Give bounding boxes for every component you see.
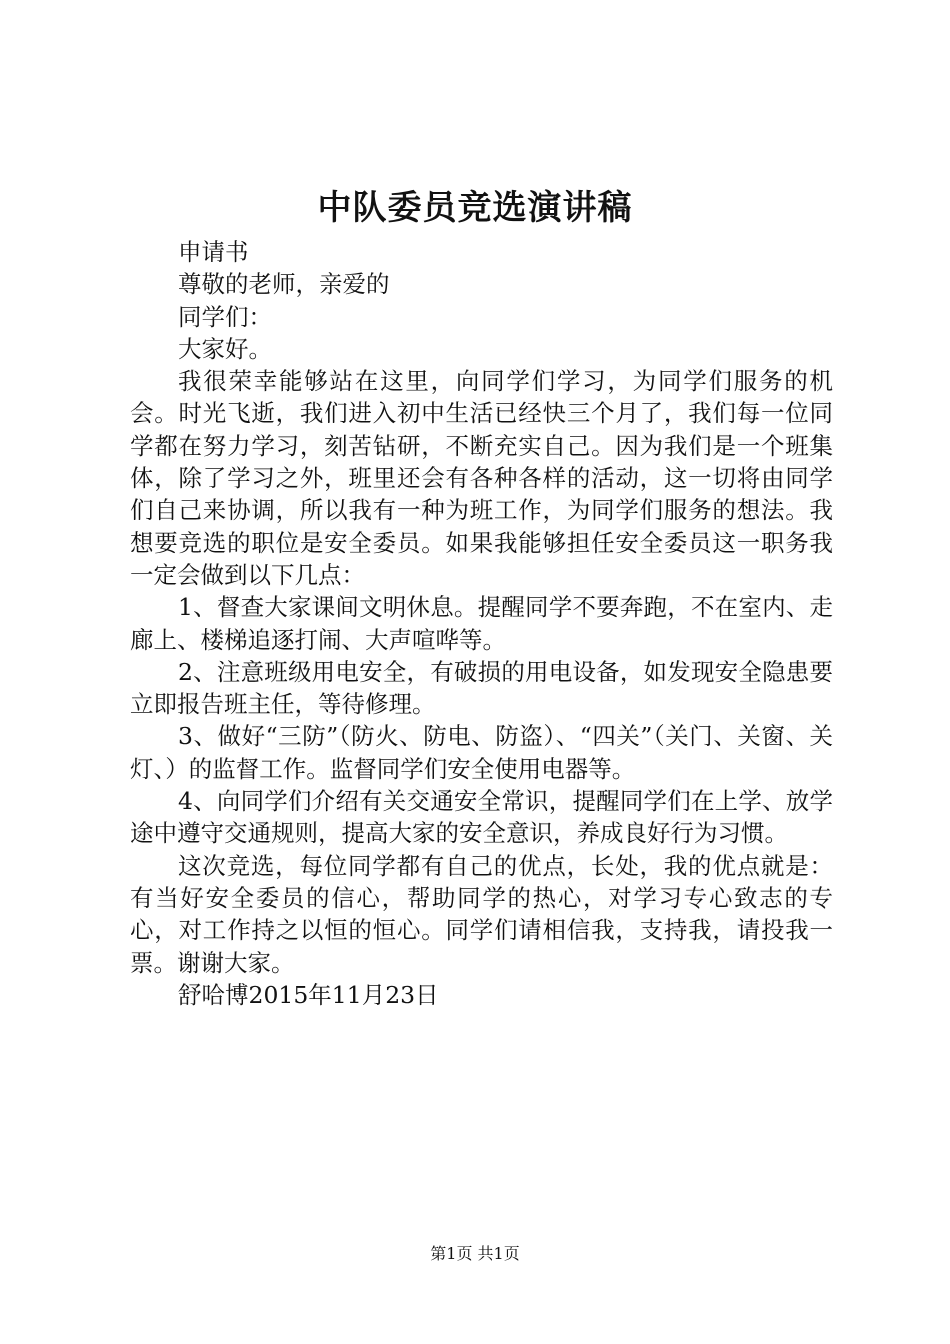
paragraph-point-3: 3、做好“三防”（防火、防电、防盗）、“四关”（关门、关窗、关灯、）的监督工作。监督同学们安全使用电器等。 <box>130 722 833 783</box>
paragraph-salutation: 尊敬的老师，亲爱的 <box>178 270 390 299</box>
paragraph-heading-application: 申请书 <box>178 238 249 266</box>
document-title: 中队委员竞选演讲稿 <box>317 188 633 228</box>
paragraph-point-1: 1、督查大家课间文明休息。提醒同学不要奔跑，不在室内、走廊上、楼梯追逐打闹、大声喧哗等。 <box>130 593 833 654</box>
paragraph-signature-date: 舒哈博2015年11月23日 <box>178 980 439 1009</box>
paragraph-introduction: 我很荣幸能够站在这里，向同学们学习，为同学们服务的机会。时光飞逝，我们进入初中生活已经快三个月了，我们每一位同学都在努力学习，刻苦钻研，不断充实自己。因为我们是一个班集体，除了学习之外，班里还会有各种各样的活动，这一切将由同学们自己来协调，所以我有一种为班工作，为同学们服务的想法。我想要竞选的职位是安全委员。如果我能够担任安全委员这一职务我一定会做到以下几点： <box>130 367 833 589</box>
paragraph-conclusion: 这次竞选，每位同学都有自己的优点，长处，我的优点就是：有当好安全委员的信心，帮助同学的热心，对学习专心致志的专心，对工作持之以恒的恒心。同学们请相信我，支持我，请投我一票。谢谢大家。 <box>130 851 833 977</box>
paragraph-point-4: 4、向同学们介绍有关交通安全常识，提醒同学们在上学、放学途中遵守交通规则，提高大家的安全意识，养成良好行为习惯。 <box>130 787 833 848</box>
paragraph-greeting: 大家好。 <box>178 334 272 363</box>
document-body <box>130 236 833 1011</box>
paragraph-salutation-continued: 同学们： <box>178 302 272 331</box>
page-number-footer: 第1页 共1页 <box>430 1244 520 1263</box>
paragraph-point-2: 2、注意班级用电安全，有破损的用电设备，如发现安全隐患要立即报告班主任，等待修理。 <box>130 657 833 719</box>
